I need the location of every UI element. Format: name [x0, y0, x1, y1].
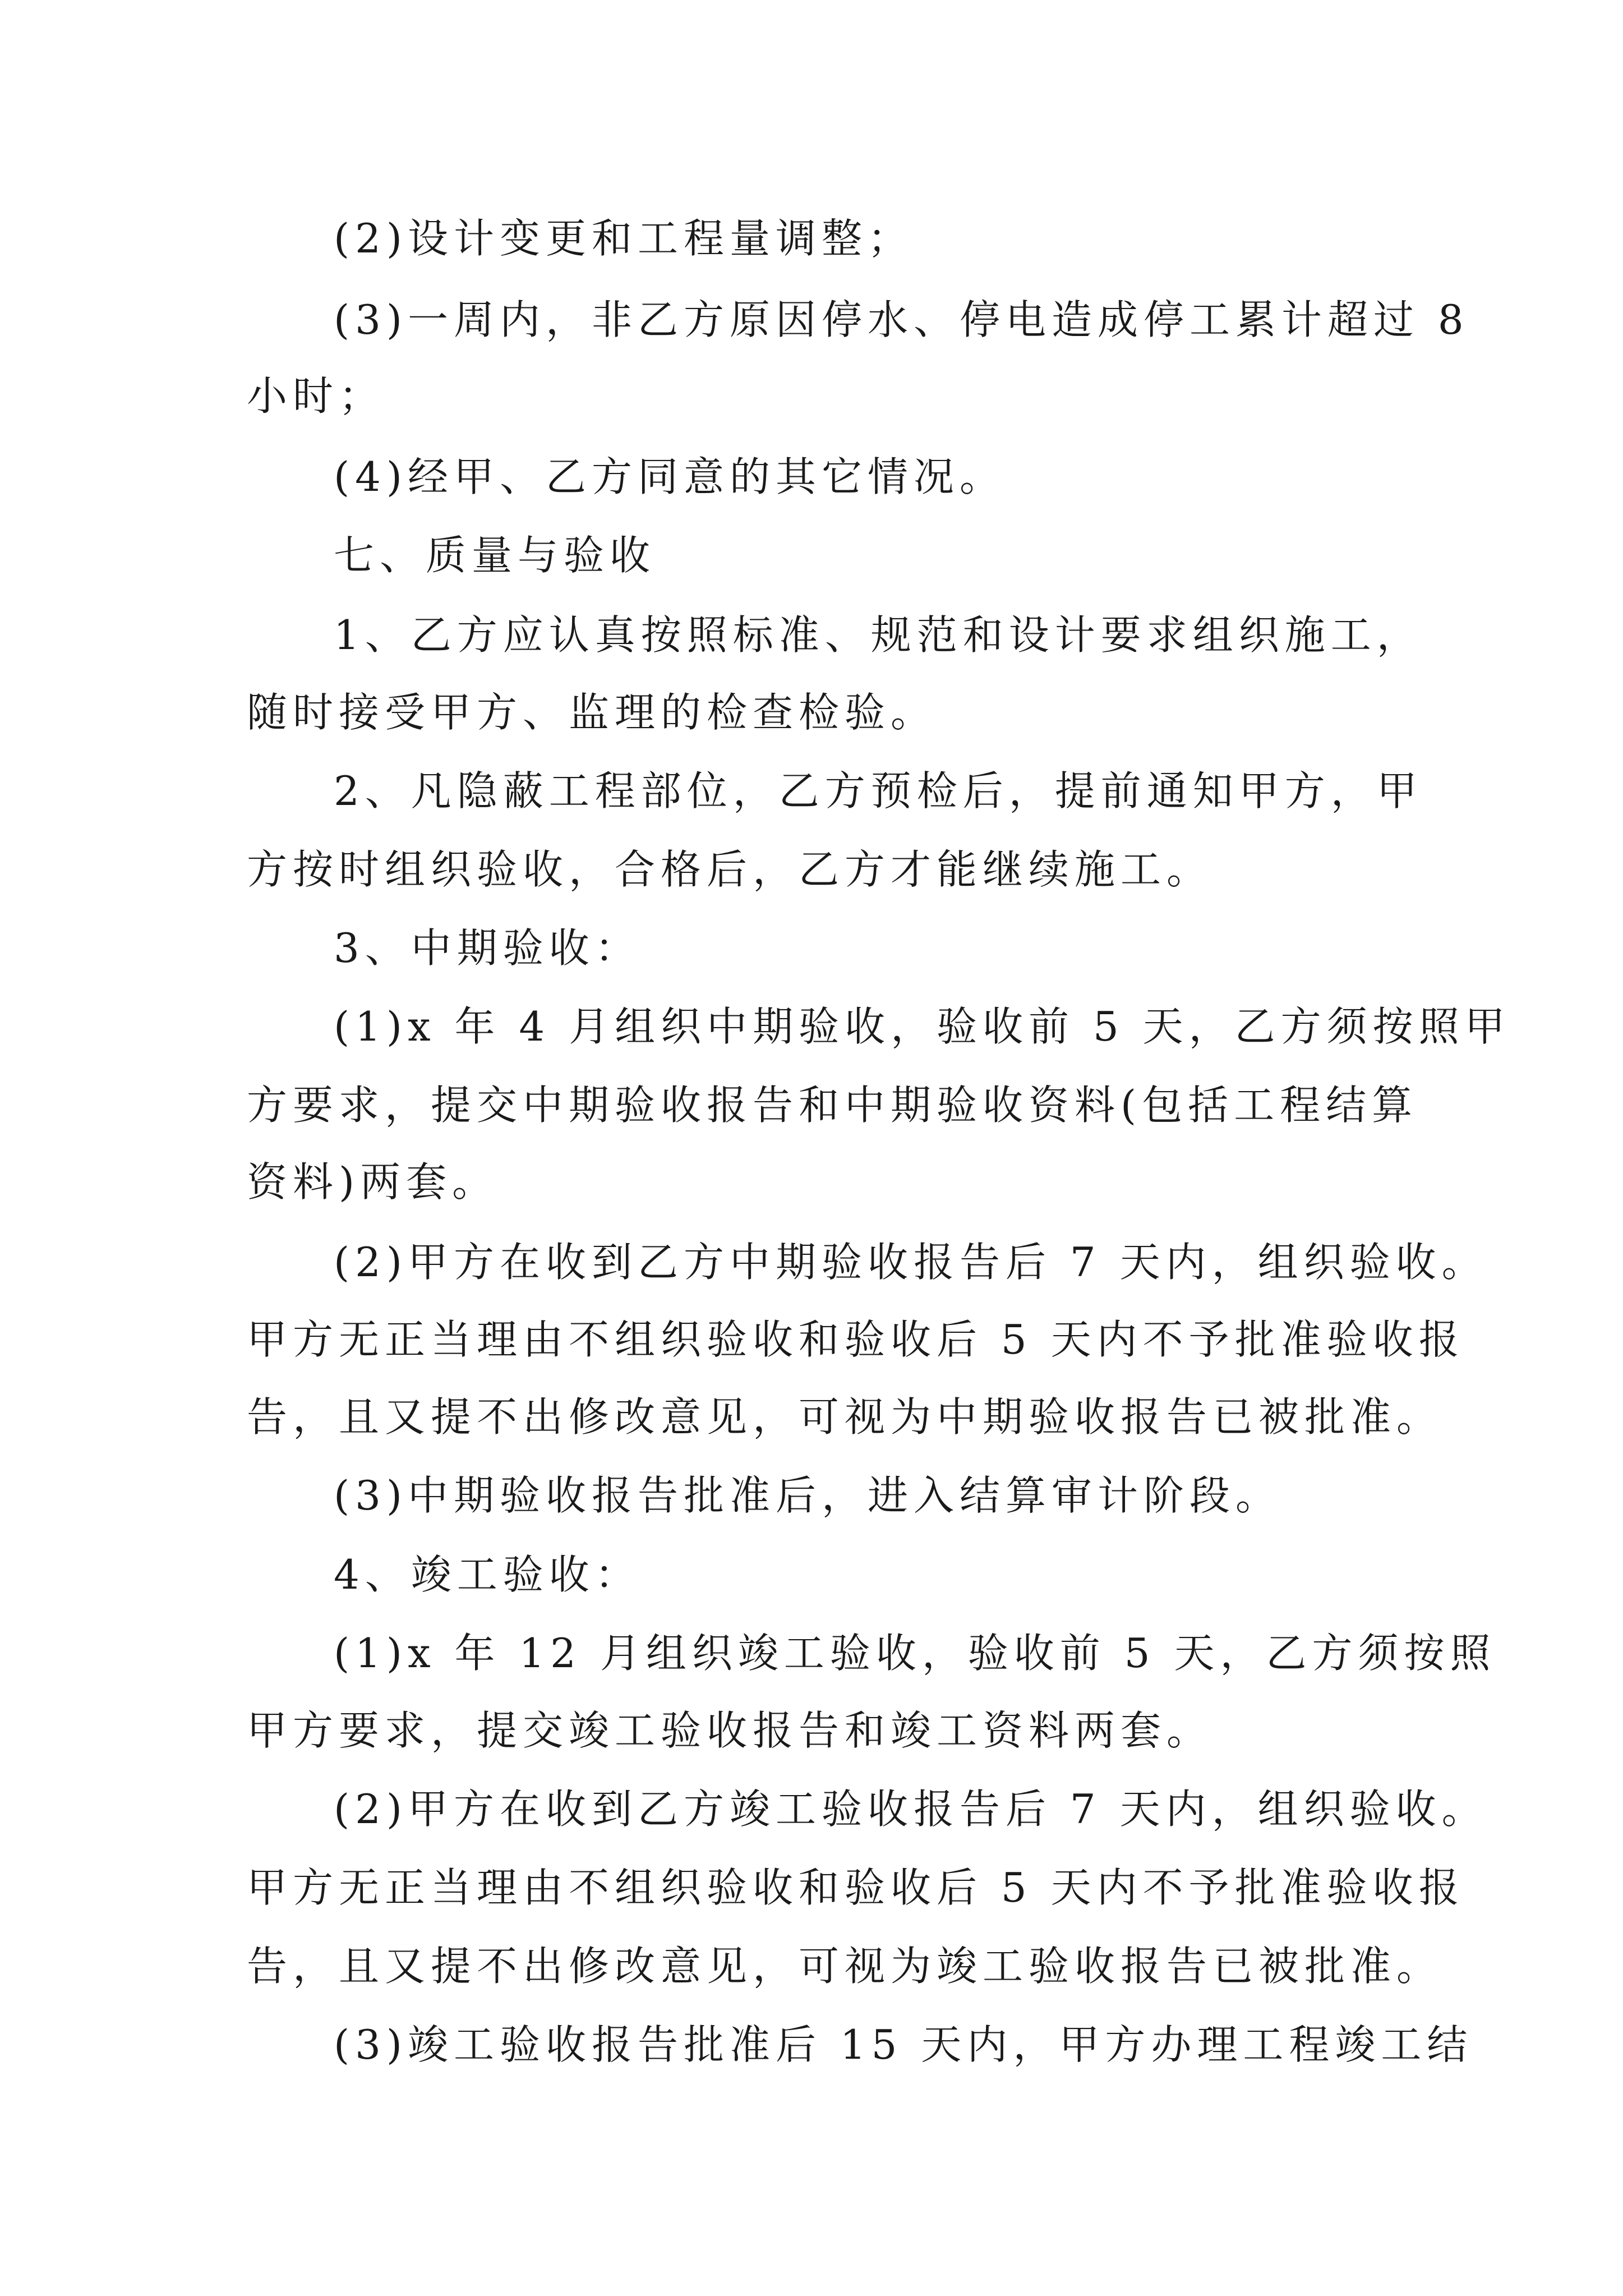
paragraph-line: 资料)两套。 — [247, 1158, 499, 1205]
paragraph-line: (1)x 年 4 月组织中期验收，验收前 5 天，乙方须按照甲 — [334, 1003, 1511, 1050]
paragraph-line: (3)竣工验收报告批准后 15 天内，甲方办理工程竣工结 — [334, 2021, 1473, 2068]
paragraph-line: (2)甲方在收到乙方竣工验收报告后 7 天内，组织验收。 — [334, 1786, 1488, 1833]
paragraph-line: 2、凡隐蔽工程部位，乙方预检后，提前通知甲方，甲 — [334, 767, 1423, 815]
paragraph-line: (3)一周内，非乙方原因停水、停电造成停工累计超过 8 — [334, 296, 1469, 343]
paragraph-line: 甲方要求，提交竣工验收报告和竣工资料两套。 — [247, 1707, 1213, 1754]
paragraph-line: 甲方无正当理由不组织验收和验收后 5 天内不予批准验收报 — [247, 1864, 1465, 1911]
paragraph-line: 甲方无正当理由不组织验收和验收后 5 天内不予批准验收报 — [247, 1316, 1465, 1363]
paragraph-line: 随时接受甲方、监理的检查检验。 — [247, 689, 937, 736]
paragraph-line: 方要求，提交中期验收报告和中期验收资料(包括工程结算 — [247, 1082, 1418, 1129]
paragraph-line: (1)x 年 12 月组织竣工验收，验收前 5 天，乙方须按照 — [334, 1630, 1496, 1677]
paragraph-line: 告，且又提不出修改意见，可视为竣工验收报告已被批准。 — [247, 1943, 1443, 1990]
paragraph-line: (2)甲方在收到乙方中期验收报告后 7 天内，组织验收。 — [334, 1239, 1488, 1286]
paragraph-line: 1、乙方应认真按照标准、规范和设计要求组织施工， — [334, 611, 1423, 659]
paragraph-line: 方按时组织验收，合格后，乙方才能继续施工。 — [247, 846, 1213, 893]
section-heading: 七、质量与验收 — [334, 532, 656, 579]
subsection-heading: 4、竣工验收： — [334, 1551, 641, 1598]
paragraph-line: (2)设计变更和工程量调整； — [334, 215, 914, 262]
subsection-heading: 3、中期验收： — [334, 924, 641, 972]
paragraph-line: (3)中期验收报告批准后，进入结算审计阶段。 — [334, 1472, 1281, 1519]
paragraph-line: 告，且又提不出修改意见，可视为中期验收报告已被批准。 — [247, 1393, 1443, 1441]
paragraph-line: 小时； — [247, 372, 385, 420]
paragraph-line: (4)经甲、乙方同意的其它情况。 — [334, 453, 1006, 500]
